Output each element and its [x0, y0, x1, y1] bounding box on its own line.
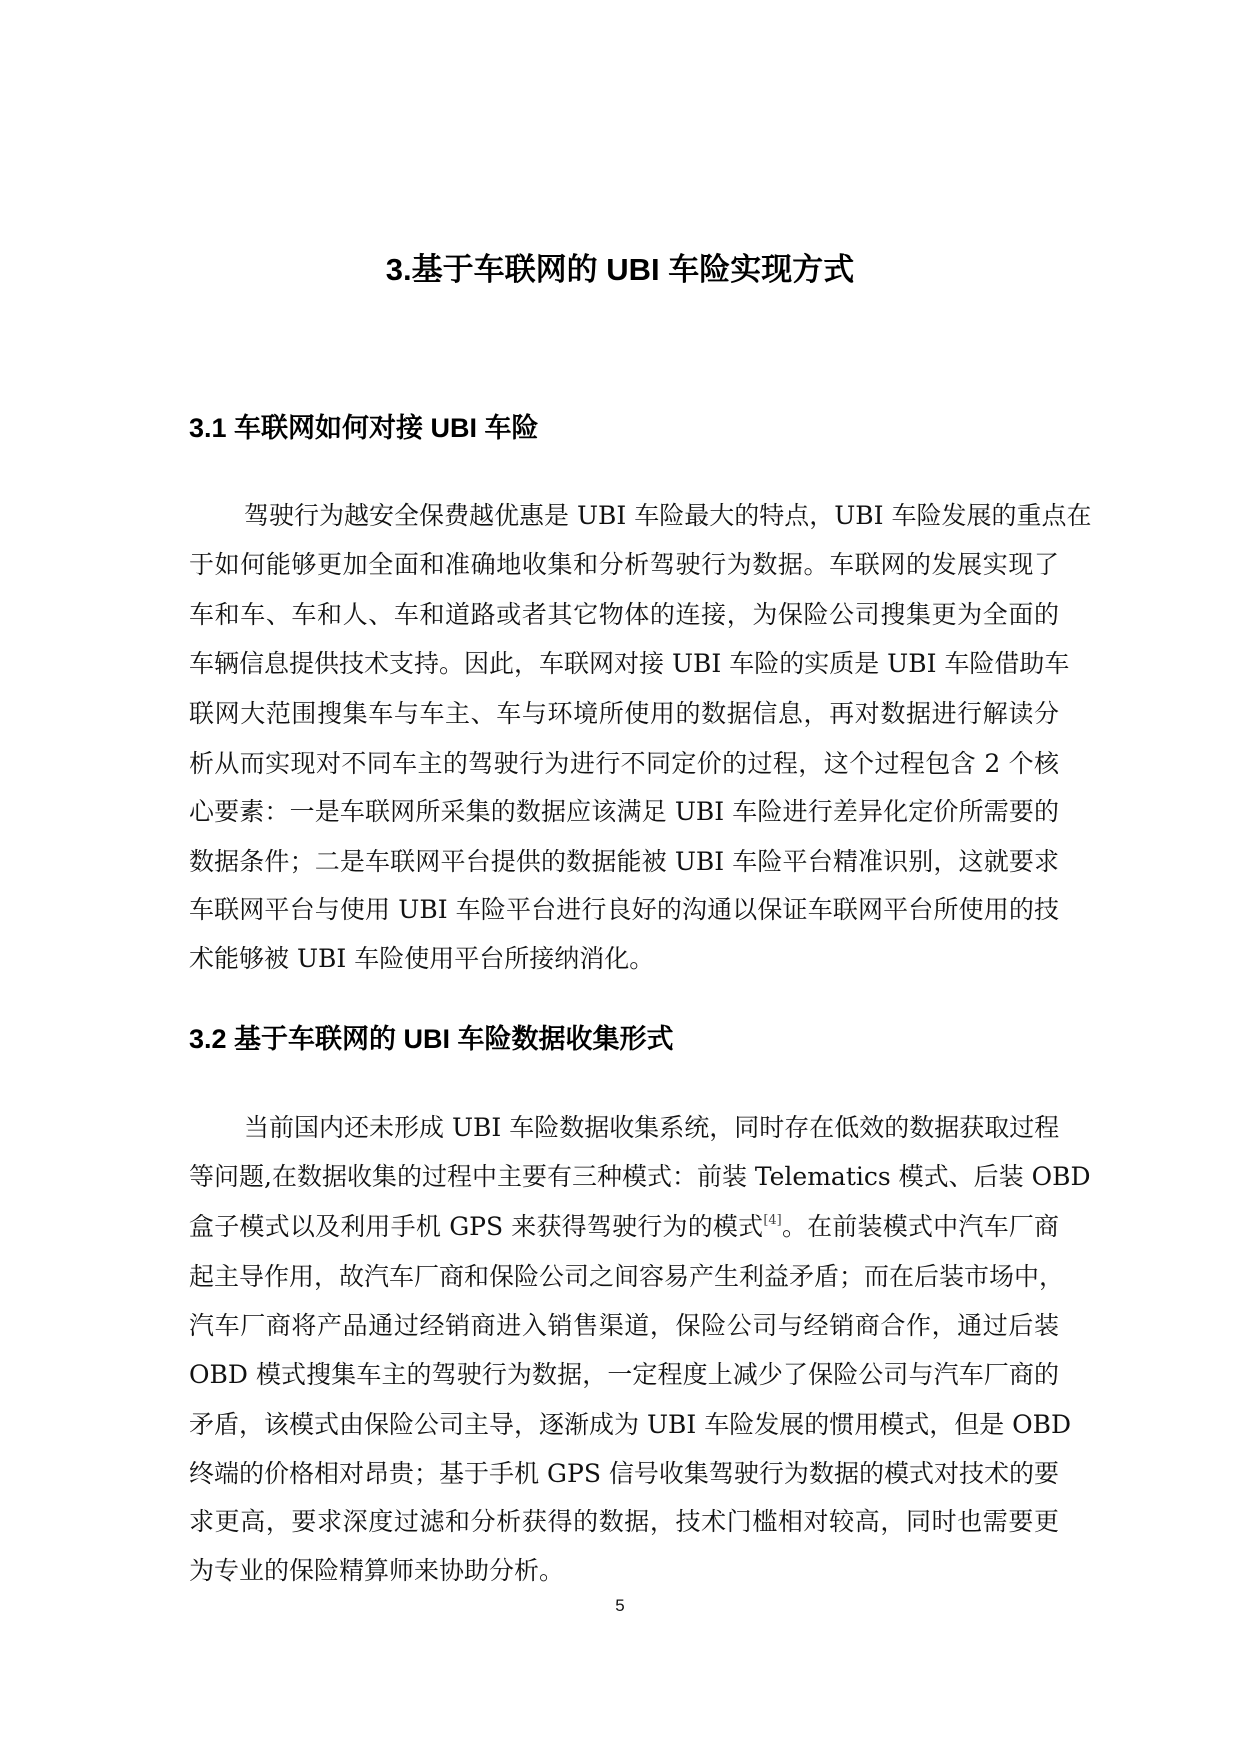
text-line: 析从而实现对不同车主的驾驶行为进行不同定价的过程，这个过程包含 2 个核 — [189, 749, 1059, 778]
text-line: 联网大范围搜集车与车主、车与环境所使用的数据信息，再对数据进行解读分 — [189, 699, 1059, 728]
text-segment: 。在前装模式中汽车厂商 — [781, 1212, 1059, 1241]
text-line: 终端的价格相对昂贵；基于手机 GPS 信号收集驾驶行为数据的模式对技术的要 — [189, 1459, 1059, 1488]
text-segment: 盒子模式以及利用手机 GPS 来获得驾驶行为的模式 — [189, 1212, 764, 1241]
text-line: 矛盾，该模式由保险公司主导，逐渐成为 UBI 车险发展的惯用模式，但是 OBD — [189, 1410, 1072, 1439]
text-line: 求更高，要求深度过滤和分析获得的数据，技术门槛相对较高，同时也需要更 — [189, 1507, 1059, 1536]
text-line: 当前国内还未形成 UBI 车险数据收集系统，同时存在低效的数据获取过程 — [244, 1113, 1060, 1142]
text-line: 为专业的保险精算师来协助分析。 — [189, 1556, 565, 1585]
text-line — [189, 1209, 1059, 1245]
text-line: 数据条件；二是车联网平台提供的数据能被 UBI 车险平台精准识别，这就要求 — [189, 847, 1059, 876]
section-heading-3-2: 3.2 基于车联网的 UBI 车险数据收集形式 — [189, 1024, 674, 1054]
text-line: 等问题,在数据收集的过程中主要有三种模式：前装 Telematics 模式、后装 OBD — [189, 1162, 1091, 1191]
text-line: 于如何能够更加全面和准确地收集和分析驾驶行为数据。车联网的发展实现了 — [189, 550, 1059, 579]
text-line: 驾驶行为越安全保费越优惠是 UBI 车险最大的特点，UBI 车险发展的重点在 — [244, 501, 1092, 530]
chapter-title: 3.基于车联网的 UBI 车险实现方式 — [385, 252, 855, 287]
page-number: 5 — [615, 1596, 625, 1615]
text-line: OBD 模式搜集车主的驾驶行为数据，一定程度上减少了保险公司与汽车厂商的 — [189, 1360, 1059, 1389]
section-heading-3-1: 3.1 车联网如何对接 UBI 车险 — [189, 413, 539, 443]
text-line: 心要素：一是车联网所采集的数据应该满足 UBI 车险进行差异化定价所需要的 — [189, 797, 1059, 826]
text-line: 汽车厂商将产品通过经销商进入销售渠道，保险公司与经销商合作，通过后装 — [189, 1311, 1059, 1340]
text-line: 车和车、车和人、车和道路或者其它物体的连接，为保险公司搜集更为全面的 — [189, 600, 1059, 629]
text-line: 起主导作用，故汽车厂商和保险公司之间容易产生利益矛盾；而在后装市场中， — [189, 1262, 1065, 1291]
text-line: 车辆信息提供技术支持。因此，车联网对接 UBI 车险的实质是 UBI 车险借助车 — [189, 649, 1070, 678]
text-line: 术能够被 UBI 车险使用平台所接纳消化。 — [189, 944, 655, 973]
text-line: 车联网平台与使用 UBI 车险平台进行良好的沟通以保证车联网平台所使用的技 — [189, 895, 1059, 924]
citation-link[interactable]: [4] — [763, 1213, 782, 1228]
